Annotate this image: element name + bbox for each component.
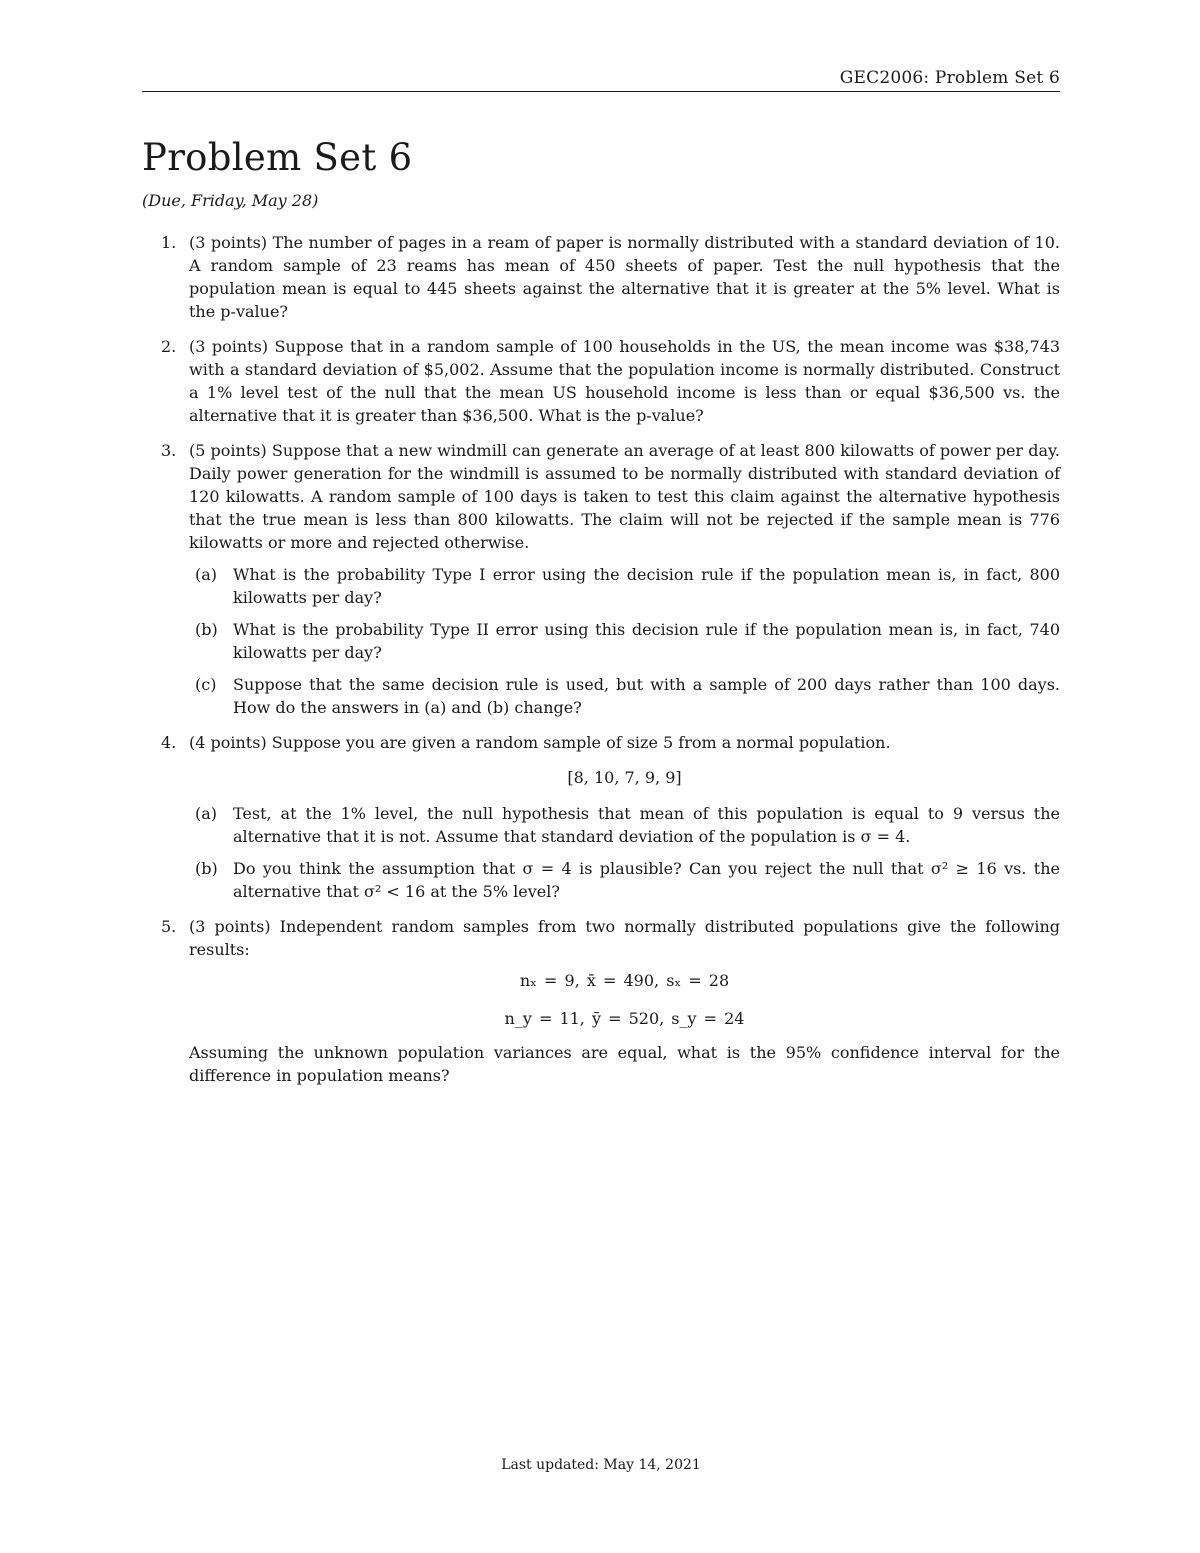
part-text: Do you think the assumption that σ = 4 is plausible? Can you reject the null that σ² ≥ 16 vs. the alternative that σ² < 16 at the 5% level? — [233, 859, 1060, 901]
part-label: (a) — [195, 804, 218, 823]
problem-list — [142, 231, 1060, 1099]
problem-number: 4. — [161, 733, 177, 752]
part-label: (b) — [195, 620, 218, 639]
problem-3 — [142, 439, 1060, 719]
problem-text: (3 points) The number of pages in a ream of paper is normally distributed with a standard deviation of 10. A random sample of 23 reams has mean of 450 sheets of paper. Test the null hypothesis that the population mean is equal to 445 sheets against the alternative that it is greater at the 5% level. What is the p-value? — [189, 233, 1060, 321]
problem-3-part-a — [189, 563, 1060, 609]
sample-data-display: [8, 10, 7, 9, 9] — [567, 768, 682, 787]
problem-number: 3. — [161, 441, 177, 460]
part-text: What is the probability Type II error using this decision rule if the population mean is, in fact, 740 kilowatts per day? — [233, 620, 1060, 662]
problem-number: 1. — [161, 233, 177, 252]
part-text: What is the probability Type I error using the decision rule if the population mean is, in fact, 800 kilowatts per day? — [233, 565, 1060, 607]
footer-last-updated: Last updated: May 14, 2021 — [501, 1457, 701, 1473]
problem-number: 2. — [161, 337, 177, 356]
problem-4-part-a — [189, 802, 1060, 848]
part-label: (b) — [195, 859, 218, 878]
problem-text: (3 points) Independent random samples from two normally distributed populations give the following results: — [189, 917, 1060, 959]
problem-4 — [142, 731, 1060, 903]
page-title: Problem Set 6 — [142, 136, 413, 179]
problem-text: (5 points) Suppose that a new windmill can generate an average of at least 800 kilowatts of power per day. Daily power generation for the windmill is assumed to be normally distributed with standard deviation of 120 kilowatts. A random sample of 100 days is taken to test this claim against the alternative hypothesis that the true mean is less than 800 kilowatts. The claim will not be rejected if the sample mean is 776 kilowatts or more and rejected otherwise. — [189, 441, 1060, 552]
header-rule — [142, 91, 1060, 92]
problem-3-part-b — [189, 618, 1060, 664]
equation-y-sample: n_y = 11, ȳ = 520, s_y = 24 — [504, 1009, 745, 1028]
due-date: (Due, Friday, May 28) — [142, 191, 319, 210]
problem-5 — [142, 915, 1060, 1087]
part-label: (c) — [195, 675, 217, 694]
problem-4-part-b — [189, 857, 1060, 903]
document-page — [142, 0, 1060, 1553]
problem-number: 5. — [161, 917, 177, 936]
problem-2 — [142, 335, 1060, 427]
problem-1 — [142, 231, 1060, 323]
problem-3-part-c — [189, 673, 1060, 719]
problem-text: (3 points) Suppose that in a random sample of 100 households in the US, the mean income was $38,743 with a standard deviation of $5,002. Assume that the population income is normally distributed. Construct a 1% level test of the null that the mean US household income is less than or equal $36,500 vs. the alternative that it is greater than $36,500. What is the p-value? — [189, 337, 1060, 425]
problem-text: (4 points) Suppose you are given a random sample of size 5 from a normal population. — [189, 733, 891, 752]
part-text: Suppose that the same decision rule is used, but with a sample of 200 days rather than 100 days. How do the answers in (a) and (b) change? — [233, 675, 1060, 717]
problem-followup: Assuming the unknown population variances are equal, what is the 95% confidence interval for the difference in population means? — [189, 1043, 1060, 1085]
part-label: (a) — [195, 565, 218, 584]
part-text: Test, at the 1% level, the null hypothesis that mean of this population is equal to 9 versus the alternative that it is not. Assume that standard deviation of the population is σ = 4. — [233, 804, 1060, 846]
equation-x-sample: nₓ = 9, x̄ = 490, sₓ = 28 — [519, 971, 730, 990]
running-head: GEC2006: Problem Set 6 — [839, 68, 1060, 88]
